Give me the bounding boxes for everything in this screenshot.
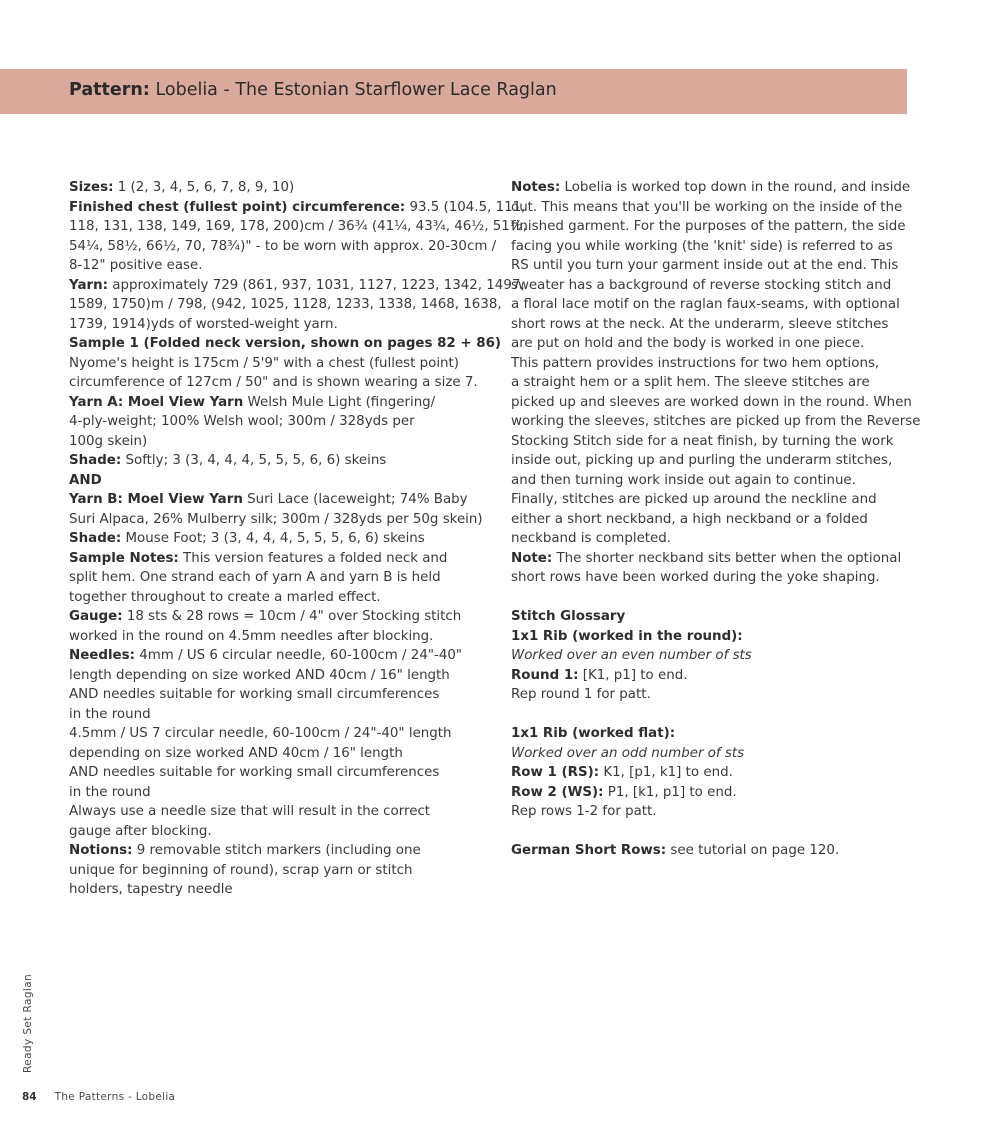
left-line bbox=[69, 763, 489, 783]
left-line bbox=[69, 549, 489, 569]
body-text: Softly; 3 (3, 4, 4, 4, 5, 5, 5, 6, 6) skeins bbox=[121, 453, 387, 468]
right-line bbox=[511, 510, 911, 530]
body-text: Finally, stitches are picked up around the neckline and bbox=[511, 492, 877, 507]
left-line bbox=[69, 510, 489, 530]
right-line bbox=[511, 529, 911, 549]
left-line bbox=[69, 880, 489, 900]
left-line bbox=[69, 217, 528, 237]
right-line bbox=[511, 354, 911, 374]
bold-text: German Short Rows: bbox=[511, 843, 667, 858]
left-column bbox=[69, 178, 528, 900]
left-line bbox=[69, 627, 489, 647]
bold-text: Sample Notes: bbox=[69, 550, 179, 566]
body-text: [K1, p1] to end. bbox=[578, 667, 688, 683]
body-text: a straight hem or a split hem. The sleeve stitches are bbox=[511, 375, 870, 390]
bold-text: Finished chest (fullest point) circumference: bbox=[69, 199, 406, 215]
bold-text: Shade: bbox=[69, 453, 122, 468]
body-text: Lobelia is worked top down in the round, and inside bbox=[560, 180, 911, 195]
body-text: Rep round 1 for patt. bbox=[511, 687, 651, 702]
bold-text: Row 2 (WS): bbox=[511, 784, 604, 800]
left-line bbox=[69, 334, 502, 354]
left-line bbox=[69, 861, 489, 881]
right-line bbox=[511, 666, 911, 686]
left-line bbox=[69, 529, 489, 549]
body-text: split hem. One strand each of yarn A and yarn B is held bbox=[69, 570, 441, 585]
body-text: working the sleeves, stitches are picked up from the Reverse bbox=[511, 414, 921, 429]
pattern-title: Lobelia - The Estonian Starflower Lace Raglan bbox=[155, 80, 557, 100]
body-text: P1, [k1, p1] to end. bbox=[603, 784, 737, 800]
right-line bbox=[511, 724, 911, 744]
body-text: in the round bbox=[69, 784, 151, 800]
left-line bbox=[69, 373, 489, 393]
body-text: either a short neckband, a high neckband or a folded bbox=[511, 511, 868, 527]
footer-section: The Patterns - Lobelia bbox=[54, 1091, 176, 1103]
body-text: 1 (2, 3, 4, 5, 6, 7, 8, 9, 10) bbox=[113, 180, 295, 195]
right-line bbox=[511, 295, 911, 315]
left-line bbox=[69, 607, 489, 627]
left-line bbox=[69, 451, 489, 471]
body-text: 4.5mm / US 7 circular needle, 60-100cm / 24"-40" length bbox=[69, 726, 452, 741]
body-text: Rep rows 1-2 for patt. bbox=[511, 804, 657, 819]
left-line bbox=[69, 568, 489, 588]
right-spacer bbox=[511, 588, 911, 608]
body-text: 1739, 1914)yds of worsted-weight yarn. bbox=[69, 316, 338, 332]
right-line bbox=[511, 393, 911, 413]
body-text: Welsh Mule Light (fingering/ bbox=[243, 394, 436, 410]
right-line bbox=[511, 237, 911, 257]
body-text: are put on hold and the body is worked in one piece. bbox=[511, 336, 865, 351]
left-line bbox=[69, 490, 489, 510]
body-text: 4-ply-weight; 100% Welsh wool; 300m / 328yds per bbox=[69, 414, 415, 429]
right-line bbox=[511, 841, 911, 861]
left-line bbox=[69, 432, 489, 452]
body-text: 9 removable stitch markers (including one bbox=[132, 843, 421, 858]
bold-text: Row 1 (RS): bbox=[511, 765, 600, 780]
body-text: 93.5 (104.5, 111, bbox=[405, 199, 526, 215]
bold-text: 1x1 Rib (worked flat): bbox=[511, 726, 676, 741]
bold-text: Yarn B: Moel View Yarn bbox=[69, 492, 243, 507]
right-line bbox=[511, 334, 911, 354]
footer bbox=[22, 1091, 175, 1103]
right-line bbox=[511, 490, 911, 510]
body-text: unique for beginning of round), scrap yarn or stitch bbox=[69, 862, 413, 878]
body-text: AND needles suitable for working small circumferences bbox=[69, 687, 440, 702]
body-text: in the round bbox=[69, 706, 151, 722]
body-text: short rows at the neck. At the underarm, sleeve stitches bbox=[511, 316, 889, 332]
bold-text: Shade: bbox=[69, 531, 122, 546]
bold-text: Round 1: bbox=[511, 667, 579, 683]
left-line bbox=[69, 198, 526, 218]
body-text: approximately 729 (861, 937, 1031, 1127, 1223, 1342, 1497, bbox=[108, 277, 525, 293]
bold-text: 1x1 Rib (worked in the round): bbox=[511, 628, 743, 644]
body-text: 54¼, 58½, 66½, 70, 78¾)" - to be worn with approx. 20-30cm / bbox=[69, 238, 497, 254]
body-text: The shorter neckband sits better when the optional bbox=[552, 550, 902, 566]
body-text: out. This means that you'll be working on the inside of the bbox=[511, 199, 903, 215]
left-line bbox=[69, 295, 502, 315]
body-text: Stocking Stitch side for a neat finish, by turning the work bbox=[511, 433, 894, 449]
body-text: facing you while working (the 'knit' side) is referred to as bbox=[511, 238, 893, 254]
bold-text: Yarn A: Moel View Yarn bbox=[69, 394, 244, 410]
right-line bbox=[511, 783, 911, 803]
body-text: sweater has a background of reverse stocking stitch and bbox=[511, 277, 892, 293]
body-text: Mouse Foot; 3 (3, 4, 4, 4, 5, 5, 5, 6, 6) skeins bbox=[121, 531, 425, 546]
body-text: Suri Lace (laceweight; 74% Baby bbox=[242, 492, 468, 507]
right-spacer bbox=[511, 822, 911, 842]
right-line bbox=[511, 763, 911, 783]
body-text: K1, [p1, k1] to end. bbox=[599, 765, 733, 780]
left-line bbox=[69, 256, 489, 276]
body-text: together throughout to create a marled effect. bbox=[69, 589, 381, 605]
italic-text: Worked over an odd number of sts bbox=[511, 745, 745, 761]
right-line bbox=[511, 178, 911, 198]
body-text: Suri Alpaca, 26% Mulberry silk; 300m / 328yds per 50g skein) bbox=[69, 511, 483, 527]
right-line bbox=[511, 198, 911, 218]
right-line bbox=[511, 627, 911, 647]
body-text: see tutorial on page 120. bbox=[666, 843, 840, 858]
body-text: and then turning work inside out again to continue. bbox=[511, 472, 856, 488]
bold-text: Needles: bbox=[69, 648, 135, 663]
right-line bbox=[511, 471, 911, 491]
bold-text: Sample 1 (Folded neck version, shown on pages 82 + 86) bbox=[69, 336, 502, 351]
left-line bbox=[69, 412, 489, 432]
left-line bbox=[69, 724, 489, 744]
right-line bbox=[511, 217, 911, 237]
page-title bbox=[69, 80, 557, 100]
body-text: 118, 131, 138, 149, 169, 178, 200)cm / 36¾ (41¼, 43¾, 46½, 51½, bbox=[69, 219, 528, 234]
left-line bbox=[69, 802, 489, 822]
left-line bbox=[69, 315, 489, 335]
body-text: holders, tapestry needle bbox=[69, 882, 233, 897]
left-line bbox=[69, 666, 489, 686]
left-line bbox=[69, 276, 525, 296]
left-line bbox=[69, 354, 489, 374]
body-text: 18 sts & 28 rows = 10cm / 4" over Stocking stitch bbox=[122, 609, 462, 624]
body-text: Always use a needle size that will result in the correct bbox=[69, 804, 431, 819]
left-line bbox=[69, 471, 489, 491]
left-line bbox=[69, 393, 489, 413]
left-line bbox=[69, 178, 489, 198]
body-text: short rows have been worked during the yoke shaping. bbox=[511, 570, 880, 585]
body-text: depending on size worked AND 40cm / 16" length bbox=[69, 745, 403, 761]
body-text: neckband is completed. bbox=[511, 531, 672, 546]
body-text: a floral lace motif on the raglan faux-seams, with optional bbox=[511, 297, 900, 312]
body-text: finished garment. For the purposes of the pattern, the side bbox=[511, 219, 906, 234]
bold-text: AND bbox=[69, 472, 102, 488]
page-number: 84 bbox=[22, 1091, 37, 1103]
body-text: inside out, picking up and purling the underarm stitches, bbox=[511, 453, 893, 468]
bold-text: Notes: bbox=[511, 180, 561, 195]
body-text: gauge after blocking. bbox=[69, 823, 212, 839]
body-text: This version features a folded neck and bbox=[178, 550, 448, 566]
body-text: Nyome's height is 175cm / 5'9" with a chest (fullest point) bbox=[69, 355, 460, 371]
body-text: worked in the round on 4.5mm needles after blocking. bbox=[69, 628, 434, 644]
right-line bbox=[511, 373, 911, 393]
right-line bbox=[511, 451, 911, 471]
body-text: RS until you turn your garment inside out at the end. This bbox=[511, 258, 899, 273]
right-column bbox=[511, 178, 921, 861]
right-line bbox=[511, 646, 911, 666]
bold-text: Note: bbox=[511, 550, 553, 566]
bold-text: Stitch Glossary bbox=[511, 609, 626, 624]
right-line bbox=[511, 685, 911, 705]
left-line bbox=[69, 588, 489, 608]
body-text: 8-12" positive ease. bbox=[69, 258, 203, 273]
left-line bbox=[69, 685, 489, 705]
left-line bbox=[69, 705, 489, 725]
right-line bbox=[511, 549, 911, 569]
right-line bbox=[511, 802, 911, 822]
body-text: AND needles suitable for working small circumferences bbox=[69, 765, 440, 780]
right-spacer bbox=[511, 705, 911, 725]
bold-text: Notions: bbox=[69, 843, 133, 858]
pattern-label: Pattern: bbox=[69, 80, 150, 100]
right-line bbox=[511, 568, 911, 588]
body-text: length depending on size worked AND 40cm / 16" length bbox=[69, 667, 450, 683]
bold-text: Gauge: bbox=[69, 609, 123, 624]
italic-text: Worked over an even number of sts bbox=[511, 648, 752, 663]
left-line bbox=[69, 841, 489, 861]
right-line bbox=[511, 607, 911, 627]
right-line bbox=[511, 315, 911, 335]
right-line bbox=[511, 256, 911, 276]
left-line bbox=[69, 646, 489, 666]
left-line bbox=[69, 744, 489, 764]
right-line bbox=[511, 276, 911, 296]
body-text: picked up and sleeves are worked down in the round. When bbox=[511, 394, 912, 410]
left-line bbox=[69, 822, 489, 842]
right-line bbox=[511, 412, 921, 432]
body-text: This pattern provides instructions for two hem options, bbox=[511, 355, 880, 371]
body-text: circumference of 127cm / 50" and is shown wearing a size 7. bbox=[69, 375, 478, 390]
bold-text: Yarn: bbox=[69, 277, 108, 293]
right-line bbox=[511, 432, 911, 452]
right-line bbox=[511, 744, 911, 764]
side-label: Ready Set Raglan bbox=[22, 973, 34, 1073]
body-text: 1589, 1750)m / 798, (942, 1025, 1128, 1233, 1338, 1468, 1638, bbox=[69, 297, 502, 312]
body-text: 4mm / US 6 circular needle, 60-100cm / 24"-40" bbox=[134, 648, 463, 663]
body-text: 100g skein) bbox=[69, 433, 148, 449]
left-line bbox=[69, 783, 489, 803]
bold-text: Sizes: bbox=[69, 180, 114, 195]
left-line bbox=[69, 237, 497, 257]
